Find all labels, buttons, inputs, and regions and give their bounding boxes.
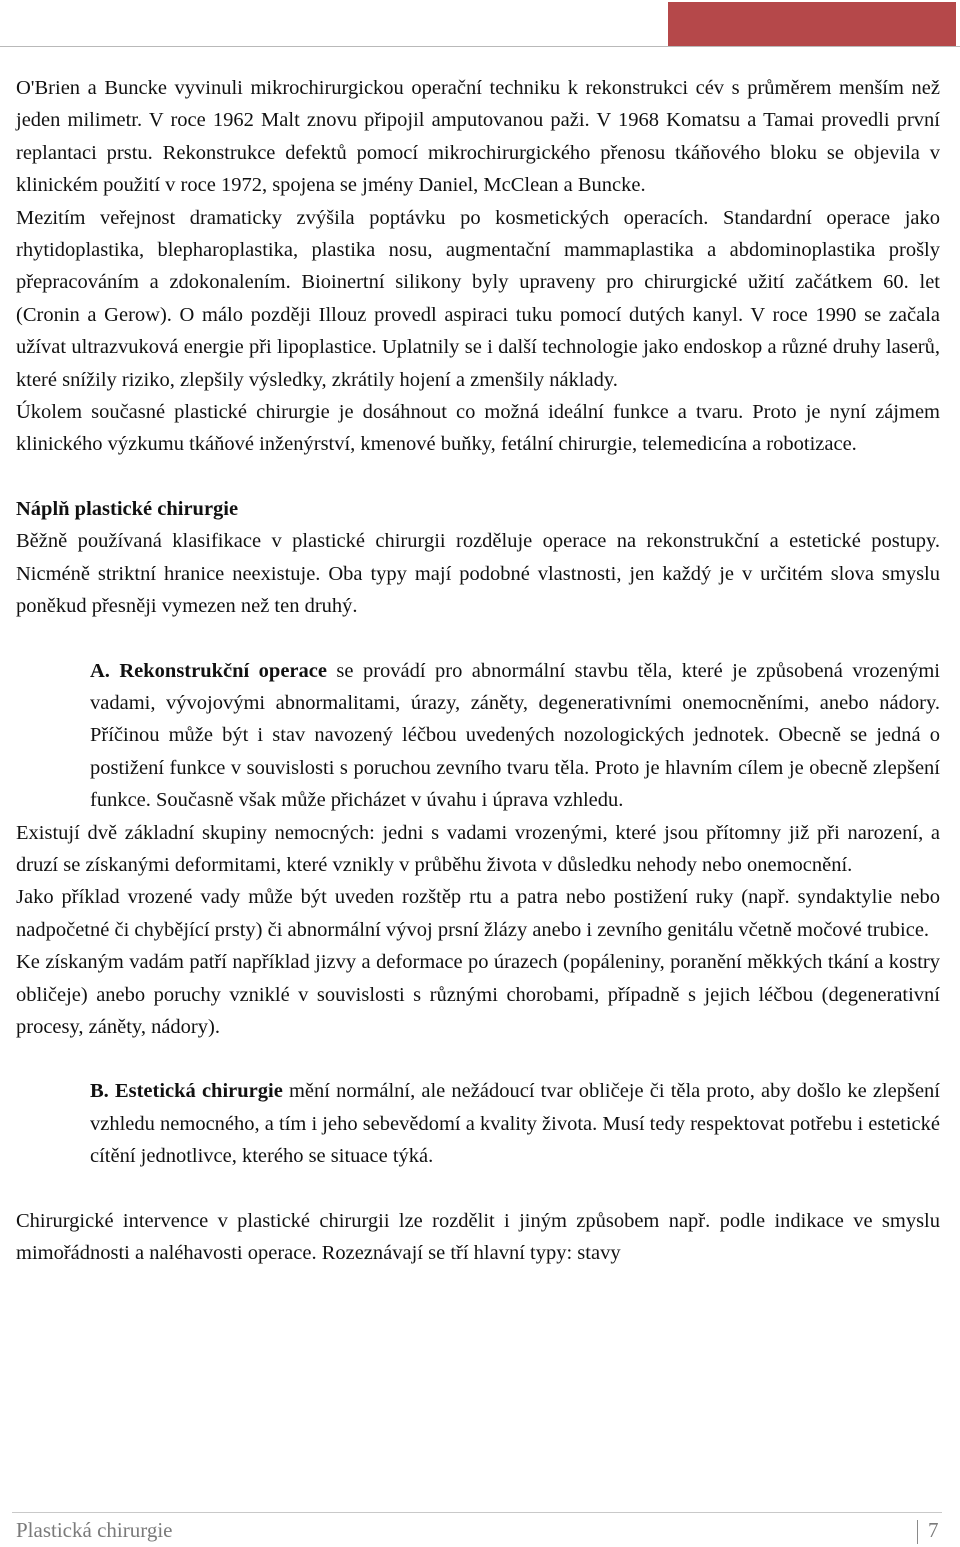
paragraph: Existují dvě základní skupiny nemocných: jedni s vadami vrozenými, které jsou přítomny již při narození, a druzí se získanými deformitami, které vznikly v průběhu života v důsledku nehody nebo onemocnění. bbox=[16, 821, 940, 876]
paragraph: Jako příklad vrozené vady může být uveden rozštěp rtu a patra nebo postižení ruky (např. syndaktylie nebo nadpočetné či chybějící prsty) či abnormální vývoj prsní žlázy anebo i zevního genitálu včetně močové trubice. bbox=[16, 886, 940, 941]
paragraph: Ke získaným vadám patří například jizvy a deformace po úrazech (popáleniny, poranění měkkých tkání a kostry obličeje) anebo poruchy vzniklé v souvislosti s různými chorobami, případně s jejich léčbou (degenerativní procesy, záněty, nádory). bbox=[16, 951, 940, 1038]
header-accent-bar bbox=[668, 2, 956, 46]
footer-divider bbox=[12, 1512, 942, 1513]
paragraph: Mezitím veřejnost dramaticky zvýšila poptávku po kosmetických operacích. Standardní operace jako rhytidoplastika, blepharoplastika, plastika nosu, augmentační mammaplastika a abdominoplastika prošly přepracováním a zdokonalením. Bioinertní silikony byly upraveny pro chirurgické užití začátkem 60. let (Cronin a Gerow). O málo později Illouz provedl aspiraci tuku pomocí dutých kanyl. V roce 1990 se začala užívat ultrazvuková energie při lipoplastice. Uplatnily se i další technologie jako endoskop a různé druhy laserů, které snížily riziko, zlepšily výsledky, zkrátily hojení a zmenšily náklady. bbox=[16, 206, 940, 391]
label-reconstructive: A. Rekonstrukční operace bbox=[90, 659, 327, 682]
page-number: 7 bbox=[928, 1518, 939, 1542]
paragraph-reconstructive bbox=[16, 655, 940, 817]
page-body bbox=[16, 72, 940, 1269]
footer-separator bbox=[917, 1520, 918, 1544]
paragraph-aesthetic bbox=[16, 1075, 940, 1172]
paragraph: Chirurgické intervence v plastické chirurgii lze rozdělit i jiným způsobem např. podle indikace ve smyslu mimořádnosti a naléhavosti operace. Rozeznávají se tří hlavní typy: stavy bbox=[16, 1209, 940, 1264]
header-divider bbox=[0, 46, 960, 47]
section-heading: Náplň plastické chirurgie bbox=[16, 497, 239, 520]
paragraph: Úkolem současné plastické chirurgie je dosáhnout co možná ideální funkce a tvaru. Proto je nyní zájmem klinického výzkumu tkáňové inženýrství, kmenové buňky, fetální chirurgie, telemedicína a robotizace. bbox=[16, 401, 940, 456]
text-reconstructive: se provádí pro abnormální stavbu těla, které je způsobená vrozenými vadami, vývojovými abnormalitami, úrazy, záněty, degenerativními onemocněními, anebo nádory. Příčinou může být i stav navozený léčbou uvedených nozologických jednotek. Obecně se jedná o postižení funkce v souvislosti s poruchou zevního tvaru těla. Proto je hlavním cílem je obecně zlepšení funkce. Současně však může přicházet v úvahu i úprava vzhledu. bbox=[90, 659, 941, 812]
footer-title: Plastická chirurgie bbox=[16, 1518, 173, 1542]
label-aesthetic: B. Estetická chirurgie bbox=[90, 1080, 283, 1103]
text-aesthetic: mění normální, ale nežádoucí tvar obličeje či těla proto, aby došlo ke zlepšení vzhledu nemocného, a tím i jeho sebevědomí a kvality života. Musí tedy respektovat potřebu i estetické cítění jednotlivce, kterého se situace týká. bbox=[90, 1080, 940, 1168]
paragraph: Běžně používaná klasifikace v plastické chirurgii rozděluje operace na rekonstrukční a estetické postupy. Nicméně striktní hranice neexistuje. Oba typy mají podobné vlastnosti, jen každý je v určitém slova smyslu poněkud přesněji vymezen než ten druhý. bbox=[16, 530, 940, 618]
paragraph: O'Brien a Buncke vyvinuli mikrochirurgickou operační techniku k rekonstrukci cév s průměrem menším než jeden milimetr. V roce 1962 Malt znovu připojil amputovanou paži. V 1968 Komatsu a Tamai provedli první replantaci prstu. Rekonstrukce defektů pomocí mikrochirurgického přenosu tkáňového bloku se objevila v klinickém použití v roce 1972, spojena se jmény Daniel, McClean a Buncke. bbox=[16, 77, 940, 197]
